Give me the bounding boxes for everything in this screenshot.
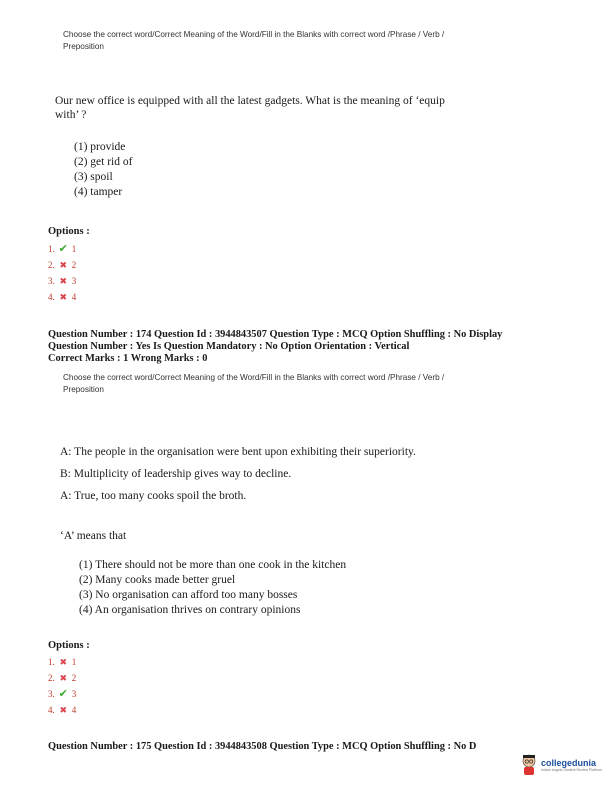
q1-options-list [48, 241, 76, 305]
q2-choice: (3) No organisation can afford too many bosses [79, 589, 298, 601]
q2-option-3: 3. ✔ 3 [48, 688, 77, 700]
q2-options-list [48, 654, 76, 718]
cross-icon: ✖ [59, 260, 68, 270]
q2-choice: (2) Many cooks made better gruel [79, 574, 236, 586]
mascot-icon [520, 754, 538, 776]
cross-icon: ✖ [59, 657, 68, 667]
q1-choices [74, 140, 132, 200]
q2-instruction: Choose the correct word/Correct Meaning of the Word/Fill in the Blanks with correct word /Phrase / Verb / Preposition [63, 373, 445, 394]
q2-option-2: 2. ✖ 2 [48, 670, 76, 686]
logo-tagline: India's largest Student Review Platform [541, 767, 602, 772]
cross-icon: ✖ [59, 292, 68, 302]
q1-question-text: Our new office is equipped with all the latest gadgets. What is the meaning of ‘equip with’ ? [55, 95, 445, 121]
q2-choices [79, 558, 346, 618]
q2-choice: (4) An organisation thrives on contrary opinions [79, 604, 301, 616]
cross-icon: ✖ [59, 276, 68, 286]
q1-instruction: Choose the correct word/Correct Meaning of the Word/Fill in the Blanks with correct word /Phrase / Verb / Preposition [63, 30, 445, 51]
logo-text: collegedunia [541, 757, 597, 768]
q2-statements: A: The people in the organisation were bent upon exhibiting their superiority. B: Multiplicity of leadership gives way to decline. A: True, too many cooks spoil the broth. [60, 446, 416, 502]
q3-meta: Question Number : 175 Question Id : 3944843508 Question Type : MCQ Option Shuffling : No D [48, 741, 477, 752]
q1-option-1: 1. ✔ 1 [48, 243, 77, 255]
q2-meta: Question Number : 174 Question Id : 3944843507 Question Type : MCQ Option Shuffling : No Display Question Number : Yes Is Question Mandatory : No Option Orientation : Vertical Correct Marks : 1 Wrong Marks : 0 [48, 329, 503, 364]
q1-options-title: Options : [48, 226, 90, 237]
collegedunia-logo [520, 754, 602, 776]
q2-option-4: 4. ✖ 4 [48, 702, 76, 718]
check-icon: ✔ [58, 688, 68, 700]
q1-choice: (1) provide [74, 141, 126, 153]
q1-option-4: 4. ✖ 4 [48, 289, 76, 305]
q1-option-2: 2. ✖ 2 [48, 257, 76, 273]
q1-option-3: 3. ✖ 3 [48, 273, 76, 289]
q1-choice: (3) spoil [74, 171, 113, 183]
q1-choice: (4) tamper [74, 186, 123, 198]
q1-choice: (2) get rid of [74, 156, 133, 168]
q2-options-title: Options : [48, 640, 90, 651]
cross-icon: ✖ [59, 673, 68, 683]
check-icon: ✔ [58, 243, 68, 255]
q2-prompt: ‘A’ means that [60, 530, 127, 542]
q2-choice: (1) There should not be more than one cook in the kitchen [79, 559, 347, 571]
cross-icon: ✖ [59, 705, 68, 715]
q2-option-1: 1. ✖ 1 [48, 654, 76, 670]
